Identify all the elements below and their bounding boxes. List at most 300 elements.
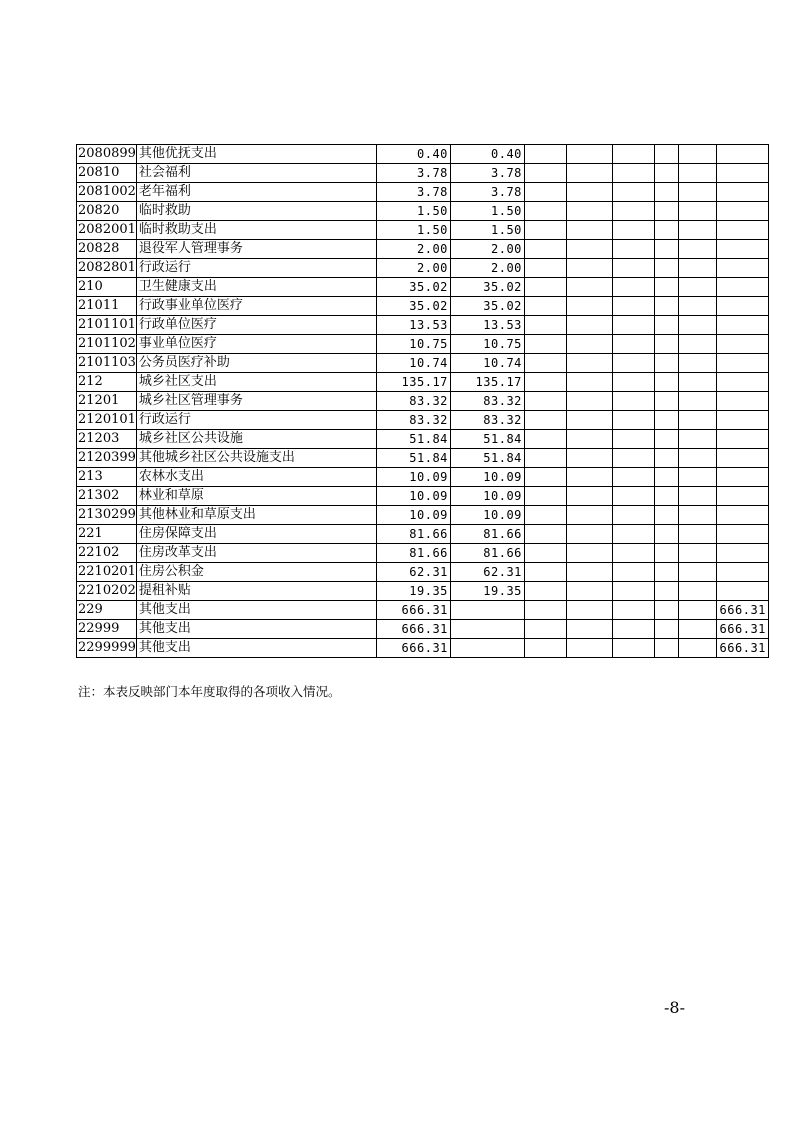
cell-total: 10.09 [376, 487, 450, 506]
cell-col3 [524, 639, 566, 658]
table-row [77, 468, 769, 487]
cell-col5 [612, 373, 654, 392]
cell-col3 [524, 373, 566, 392]
cell-col8 [716, 145, 768, 164]
cell-col5 [612, 221, 654, 240]
cell-total: 666.31 [376, 639, 450, 658]
cell-col6 [654, 639, 678, 658]
cell-code: 22999 [77, 620, 137, 639]
cell-col6 [654, 259, 678, 278]
cell-name: 临时救助 [136, 202, 376, 221]
cell-basic: 13.53 [450, 316, 524, 335]
cell-col5 [612, 449, 654, 468]
cell-col4 [566, 392, 612, 411]
cell-code: 2299999 [77, 639, 137, 658]
cell-col5 [612, 278, 654, 297]
cell-col5 [612, 582, 654, 601]
cell-col8 [716, 259, 768, 278]
cell-col4 [566, 221, 612, 240]
cell-code: 2101101 [77, 316, 137, 335]
table-row [77, 411, 769, 430]
cell-col8 [716, 202, 768, 221]
cell-col3 [524, 316, 566, 335]
cell-col5 [612, 411, 654, 430]
cell-code: 2210201 [77, 563, 137, 582]
cell-col4 [566, 259, 612, 278]
cell-basic: 10.09 [450, 468, 524, 487]
cell-name: 提租补贴 [136, 582, 376, 601]
cell-total: 1.50 [376, 221, 450, 240]
cell-col7 [678, 430, 716, 449]
cell-code: 212 [77, 373, 137, 392]
cell-col7 [678, 202, 716, 221]
cell-col3 [524, 468, 566, 487]
cell-basic: 51.84 [450, 430, 524, 449]
cell-total: 83.32 [376, 392, 450, 411]
table-row [77, 601, 769, 620]
cell-code: 221 [77, 525, 137, 544]
cell-total: 10.75 [376, 335, 450, 354]
table-row [77, 221, 769, 240]
cell-col3 [524, 183, 566, 202]
cell-basic: 1.50 [450, 202, 524, 221]
cell-basic: 10.75 [450, 335, 524, 354]
cell-col4 [566, 468, 612, 487]
table-row [77, 335, 769, 354]
cell-col8 [716, 221, 768, 240]
cell-col8: 666.31 [716, 639, 768, 658]
cell-total: 1.50 [376, 202, 450, 221]
cell-basic: 1.50 [450, 221, 524, 240]
cell-total: 2.00 [376, 259, 450, 278]
cell-col8 [716, 278, 768, 297]
cell-col5 [612, 335, 654, 354]
cell-total: 10.09 [376, 506, 450, 525]
cell-total: 35.02 [376, 297, 450, 316]
cell-col5 [612, 639, 654, 658]
cell-col7 [678, 373, 716, 392]
cell-col8 [716, 506, 768, 525]
table-row [77, 145, 769, 164]
cell-code: 2101103 [77, 354, 137, 373]
cell-col4 [566, 544, 612, 563]
cell-col8 [716, 430, 768, 449]
cell-col3 [524, 601, 566, 620]
cell-col8 [716, 411, 768, 430]
cell-col4 [566, 354, 612, 373]
table-row [77, 487, 769, 506]
cell-col7 [678, 639, 716, 658]
cell-basic: 3.78 [450, 164, 524, 183]
cell-basic: 2.00 [450, 240, 524, 259]
cell-basic [450, 620, 524, 639]
cell-name: 公务员医疗补助 [136, 354, 376, 373]
cell-col5 [612, 183, 654, 202]
cell-col3 [524, 620, 566, 639]
cell-name: 其他支出 [136, 601, 376, 620]
cell-col7 [678, 297, 716, 316]
cell-col4 [566, 487, 612, 506]
cell-col4 [566, 373, 612, 392]
cell-col5 [612, 468, 654, 487]
cell-total: 10.74 [376, 354, 450, 373]
cell-total: 0.40 [376, 145, 450, 164]
cell-basic: 0.40 [450, 145, 524, 164]
cell-col4 [566, 240, 612, 259]
income-table [76, 144, 769, 658]
cell-total: 62.31 [376, 563, 450, 582]
cell-basic: 10.09 [450, 506, 524, 525]
cell-code: 21302 [77, 487, 137, 506]
cell-col6 [654, 335, 678, 354]
cell-col4 [566, 563, 612, 582]
cell-name: 其他林业和草原支出 [136, 506, 376, 525]
cell-total: 666.31 [376, 620, 450, 639]
cell-name: 行政事业单位医疗 [136, 297, 376, 316]
cell-col4 [566, 506, 612, 525]
cell-name: 其他优抚支出 [136, 145, 376, 164]
cell-col7 [678, 392, 716, 411]
cell-col6 [654, 525, 678, 544]
cell-code: 2120101 [77, 411, 137, 430]
cell-col8 [716, 354, 768, 373]
cell-col3 [524, 164, 566, 183]
cell-total: 81.66 [376, 525, 450, 544]
cell-col3 [524, 221, 566, 240]
cell-col5 [612, 392, 654, 411]
cell-col8 [716, 487, 768, 506]
table-row [77, 563, 769, 582]
cell-col4 [566, 297, 612, 316]
cell-col3 [524, 392, 566, 411]
cell-col7 [678, 259, 716, 278]
cell-col8 [716, 297, 768, 316]
cell-col3 [524, 259, 566, 278]
cell-col3 [524, 145, 566, 164]
cell-col6 [654, 278, 678, 297]
table-row [77, 259, 769, 278]
cell-total: 51.84 [376, 449, 450, 468]
cell-col7 [678, 335, 716, 354]
cell-col7 [678, 525, 716, 544]
cell-col4 [566, 639, 612, 658]
cell-code: 2101102 [77, 335, 137, 354]
cell-name: 老年福利 [136, 183, 376, 202]
table-row [77, 164, 769, 183]
cell-col4 [566, 202, 612, 221]
cell-col7 [678, 601, 716, 620]
table-note: 注：本表反映部门本年度取得的各项收入情况。 [78, 684, 341, 699]
cell-code: 21011 [77, 297, 137, 316]
cell-col3 [524, 297, 566, 316]
cell-col6 [654, 430, 678, 449]
cell-col4 [566, 449, 612, 468]
cell-col3 [524, 411, 566, 430]
table-body [77, 145, 769, 658]
table-row [77, 525, 769, 544]
cell-col5 [612, 145, 654, 164]
cell-col3 [524, 354, 566, 373]
cell-col4 [566, 278, 612, 297]
cell-col6 [654, 354, 678, 373]
cell-col7 [678, 183, 716, 202]
cell-col6 [654, 183, 678, 202]
cell-code: 21203 [77, 430, 137, 449]
cell-code: 210 [77, 278, 137, 297]
cell-col6 [654, 164, 678, 183]
cell-col7 [678, 582, 716, 601]
cell-col6 [654, 240, 678, 259]
cell-code: 2210202 [77, 582, 137, 601]
cell-col3 [524, 278, 566, 297]
cell-code: 213 [77, 468, 137, 487]
cell-name: 城乡社区管理事务 [136, 392, 376, 411]
cell-col7 [678, 411, 716, 430]
cell-col4 [566, 145, 612, 164]
cell-total: 19.35 [376, 582, 450, 601]
cell-col5 [612, 259, 654, 278]
cell-total: 10.09 [376, 468, 450, 487]
table-row [77, 639, 769, 658]
cell-col5 [612, 240, 654, 259]
cell-col6 [654, 582, 678, 601]
cell-basic: 83.32 [450, 392, 524, 411]
table-row [77, 354, 769, 373]
cell-col3 [524, 335, 566, 354]
table-row [77, 620, 769, 639]
cell-code: 2080899 [77, 145, 137, 164]
cell-col3 [524, 430, 566, 449]
cell-col3 [524, 506, 566, 525]
cell-col7 [678, 563, 716, 582]
cell-col5 [612, 202, 654, 221]
cell-basic: 81.66 [450, 525, 524, 544]
cell-basic [450, 639, 524, 658]
cell-code: 20810 [77, 164, 137, 183]
cell-name: 住房保障支出 [136, 525, 376, 544]
table-row [77, 278, 769, 297]
cell-col4 [566, 582, 612, 601]
cell-col8: 666.31 [716, 601, 768, 620]
cell-name: 农林水支出 [136, 468, 376, 487]
cell-col6 [654, 145, 678, 164]
cell-code: 2130299 [77, 506, 137, 525]
cell-col8 [716, 240, 768, 259]
cell-col7 [678, 221, 716, 240]
cell-col7 [678, 316, 716, 335]
cell-col4 [566, 164, 612, 183]
cell-col4 [566, 411, 612, 430]
cell-basic: 83.32 [450, 411, 524, 430]
cell-col5 [612, 620, 654, 639]
cell-col5 [612, 297, 654, 316]
cell-col8 [716, 544, 768, 563]
cell-col8 [716, 392, 768, 411]
table-row [77, 297, 769, 316]
cell-basic: 81.66 [450, 544, 524, 563]
cell-col7 [678, 487, 716, 506]
cell-col3 [524, 487, 566, 506]
table-row [77, 183, 769, 202]
cell-basic: 51.84 [450, 449, 524, 468]
cell-col3 [524, 449, 566, 468]
cell-col5 [612, 506, 654, 525]
table-row [77, 430, 769, 449]
cell-total: 2.00 [376, 240, 450, 259]
cell-col5 [612, 354, 654, 373]
cell-col3 [524, 240, 566, 259]
cell-col8: 666.31 [716, 620, 768, 639]
cell-col7 [678, 620, 716, 639]
cell-basic: 10.74 [450, 354, 524, 373]
cell-basic: 2.00 [450, 259, 524, 278]
cell-col7 [678, 164, 716, 183]
cell-basic: 35.02 [450, 297, 524, 316]
cell-name: 行政运行 [136, 411, 376, 430]
cell-total: 3.78 [376, 183, 450, 202]
cell-basic: 19.35 [450, 582, 524, 601]
cell-col6 [654, 563, 678, 582]
cell-col8 [716, 373, 768, 392]
cell-basic [450, 601, 524, 620]
cell-col4 [566, 620, 612, 639]
cell-col3 [524, 544, 566, 563]
cell-col6 [654, 506, 678, 525]
table-row [77, 240, 769, 259]
cell-total: 666.31 [376, 601, 450, 620]
cell-name: 社会福利 [136, 164, 376, 183]
cell-col3 [524, 582, 566, 601]
cell-total: 81.66 [376, 544, 450, 563]
cell-code: 20820 [77, 202, 137, 221]
cell-col4 [566, 316, 612, 335]
cell-name: 卫生健康支出 [136, 278, 376, 297]
cell-code: 21201 [77, 392, 137, 411]
cell-col5 [612, 544, 654, 563]
cell-col4 [566, 525, 612, 544]
cell-col3 [524, 202, 566, 221]
cell-col5 [612, 525, 654, 544]
cell-col8 [716, 582, 768, 601]
cell-col5 [612, 430, 654, 449]
cell-total: 35.02 [376, 278, 450, 297]
cell-total: 13.53 [376, 316, 450, 335]
cell-col6 [654, 487, 678, 506]
cell-col7 [678, 449, 716, 468]
cell-col5 [612, 164, 654, 183]
cell-col8 [716, 468, 768, 487]
cell-name: 其他支出 [136, 639, 376, 658]
cell-col7 [678, 240, 716, 259]
cell-col8 [716, 316, 768, 335]
cell-col6 [654, 316, 678, 335]
cell-name: 临时救助支出 [136, 221, 376, 240]
cell-col8 [716, 449, 768, 468]
cell-code: 22102 [77, 544, 137, 563]
cell-total: 51.84 [376, 430, 450, 449]
cell-col6 [654, 449, 678, 468]
cell-col7 [678, 544, 716, 563]
cell-col3 [524, 563, 566, 582]
cell-total: 3.78 [376, 164, 450, 183]
cell-col6 [654, 620, 678, 639]
cell-col6 [654, 601, 678, 620]
cell-name: 林业和草原 [136, 487, 376, 506]
cell-name: 事业单位医疗 [136, 335, 376, 354]
cell-name: 行政单位医疗 [136, 316, 376, 335]
table-row [77, 582, 769, 601]
cell-col4 [566, 601, 612, 620]
table-row [77, 202, 769, 221]
cell-basic: 135.17 [450, 373, 524, 392]
cell-name: 退役军人管理事务 [136, 240, 376, 259]
cell-name: 其他支出 [136, 620, 376, 639]
cell-code: 2081002 [77, 183, 137, 202]
cell-col8 [716, 335, 768, 354]
table-row [77, 373, 769, 392]
cell-col4 [566, 430, 612, 449]
cell-basic: 10.09 [450, 487, 524, 506]
cell-col8 [716, 525, 768, 544]
table-row [77, 449, 769, 468]
cell-name: 住房改革支出 [136, 544, 376, 563]
table-row [77, 392, 769, 411]
cell-col5 [612, 487, 654, 506]
cell-col8 [716, 164, 768, 183]
cell-col6 [654, 468, 678, 487]
cell-col5 [612, 316, 654, 335]
cell-code: 2082001 [77, 221, 137, 240]
cell-col6 [654, 202, 678, 221]
cell-col3 [524, 525, 566, 544]
table-row [77, 316, 769, 335]
cell-col8 [716, 563, 768, 582]
cell-col6 [654, 392, 678, 411]
cell-name: 其他城乡社区公共设施支出 [136, 449, 376, 468]
cell-code: 20828 [77, 240, 137, 259]
cell-basic: 3.78 [450, 183, 524, 202]
cell-col6 [654, 221, 678, 240]
cell-code: 2120399 [77, 449, 137, 468]
cell-col6 [654, 544, 678, 563]
cell-col6 [654, 297, 678, 316]
cell-code: 229 [77, 601, 137, 620]
cell-name: 行政运行 [136, 259, 376, 278]
cell-col5 [612, 601, 654, 620]
cell-basic: 62.31 [450, 563, 524, 582]
cell-name: 城乡社区支出 [136, 373, 376, 392]
cell-col7 [678, 354, 716, 373]
cell-col8 [716, 183, 768, 202]
cell-name: 住房公积金 [136, 563, 376, 582]
cell-col4 [566, 183, 612, 202]
cell-col7 [678, 278, 716, 297]
cell-col7 [678, 468, 716, 487]
cell-col7 [678, 145, 716, 164]
cell-col4 [566, 335, 612, 354]
cell-total: 135.17 [376, 373, 450, 392]
table-row [77, 544, 769, 563]
cell-basic: 35.02 [450, 278, 524, 297]
cell-col5 [612, 563, 654, 582]
cell-code: 2082801 [77, 259, 137, 278]
table-row [77, 506, 769, 525]
page-number: -8- [664, 998, 685, 1017]
cell-name: 城乡社区公共设施 [136, 430, 376, 449]
cell-total: 83.32 [376, 411, 450, 430]
cell-col7 [678, 506, 716, 525]
cell-col6 [654, 373, 678, 392]
